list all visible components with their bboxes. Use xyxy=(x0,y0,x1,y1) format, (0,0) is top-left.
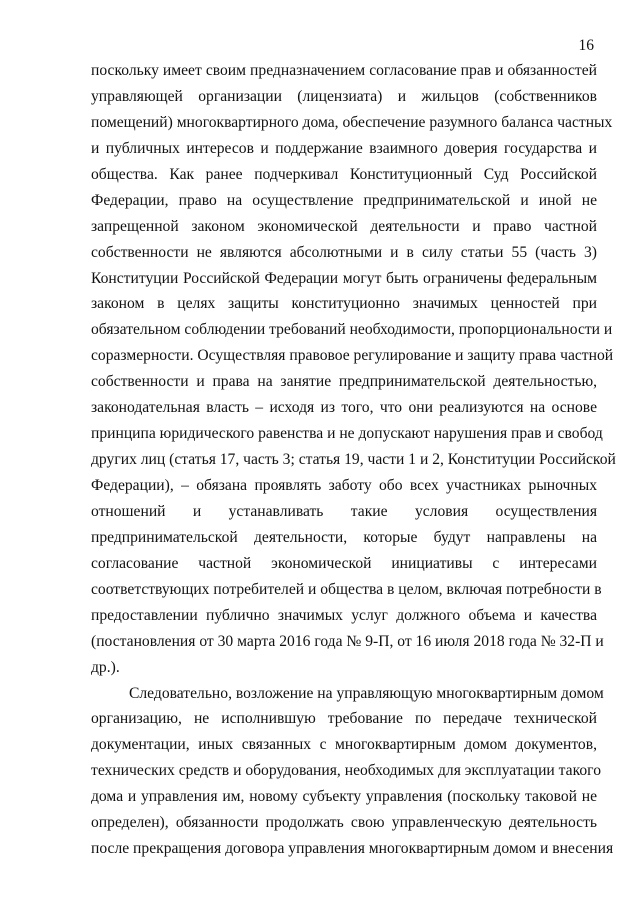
text-line: других лиц (статья 17, часть 3; статья 19, части 1 и 2, Конституции Российской xyxy=(91,451,616,469)
text-line: управляющей организации (лицензиата) и жильцов (собственников xyxy=(91,87,597,105)
text-line: и публичных интересов и поддержание взаимного доверия государства и xyxy=(91,139,597,157)
page-number: 16 xyxy=(578,37,594,54)
text-line: Федерации, право на осуществление предпринимательской и иной не xyxy=(91,191,597,209)
text-line: документации, иных связанных с многоквартирным домом документов, xyxy=(91,736,597,754)
text-line: законом в целях защиты конституционно значимых ценностей при xyxy=(91,295,597,313)
text-line: др.). xyxy=(91,658,120,676)
text-line: определен), обязанности продолжать свою управленческую деятельность xyxy=(91,814,597,832)
text-line: предоставлении публично значимых услуг должного объема и качества xyxy=(91,606,597,624)
text-line: обязательном соблюдении требований необходимости, пропорциональности и xyxy=(91,321,613,339)
text-line: запрещенной законом экономической деятельности и право частной xyxy=(91,217,597,235)
text-line: соразмерности. Осуществляя правовое регулирование и защиту права частной xyxy=(91,347,614,365)
text-line: предпринимательской деятельности, которые будут направлены на xyxy=(91,528,597,546)
text-line: (постановления от 30 марта 2016 года № 9-П, от 16 июля 2018 года № 32-П и xyxy=(91,632,604,650)
text-line: Конституции Российской Федерации могут быть ограничены федеральным xyxy=(91,269,597,287)
text-line: принципа юридического равенства и не допускают нарушения прав и свобод xyxy=(91,425,603,443)
paragraph-1 xyxy=(91,58,616,681)
text-line: Следовательно, возложение на управляющую многоквартирным домом xyxy=(129,684,604,702)
text-line: организацию, не исполнившую требование по передаче технической xyxy=(91,710,597,728)
text-line: помещений) многоквартирного дома, обеспечение разумного баланса частных xyxy=(91,113,613,131)
document-body xyxy=(91,58,616,862)
text-line: собственности не являются абсолютными и в силу статьи 55 (часть 3) xyxy=(91,243,597,261)
text-line: согласование частной экономической инициативы с интересами xyxy=(91,554,597,572)
text-line: отношений и устанавливать такие условия осуществления xyxy=(91,502,597,520)
text-line: после прекращения договора управления многоквартирным домом и внесения xyxy=(91,840,614,858)
text-line: соответствующих потребителей и общества в целом, включая потребности в xyxy=(91,580,602,598)
text-line: поскольку имеет своим предназначением согласование прав и обязанностей xyxy=(91,62,597,79)
text-line: законодательная власть – исходя из того, что они реализуются на основе xyxy=(91,399,597,417)
paragraph-2 xyxy=(91,681,614,863)
text-line: Федерации), – обязана проявлять заботу обо всех участниках рыночных xyxy=(91,477,597,494)
text-line: дома и управления им, новому субъекту управления (поскольку таковой не xyxy=(91,788,597,806)
text-line: общества. Как ранее подчеркивал Конституционный Суд Российской xyxy=(91,165,597,183)
text-line: собственности и права на занятие предпринимательской деятельностью, xyxy=(91,373,597,391)
text-line: технических средств и оборудования, необходимых для эксплуатации такого xyxy=(91,762,601,780)
